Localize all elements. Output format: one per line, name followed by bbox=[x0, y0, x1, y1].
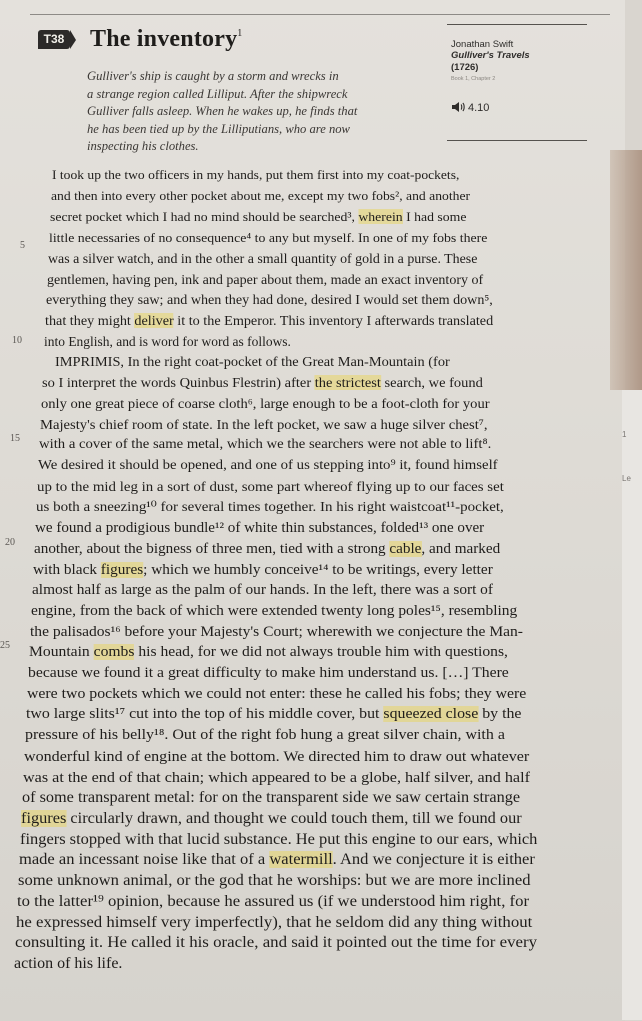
text-line: two large slits¹⁷ cut into the top of his middle cover, but squeezed close by the bbox=[26, 706, 522, 723]
highlight-mark: cable bbox=[389, 540, 422, 557]
text-line: Majesty's chief room of state. In the left pocket, we saw a huge silver chest⁷, bbox=[40, 416, 488, 432]
text-line: figures circularly drawn, and thought we could touch them, till we found our bbox=[21, 810, 522, 828]
source-chapter: Book 1, Chapter 2 bbox=[451, 76, 496, 82]
highlight-mark: figures bbox=[100, 561, 144, 578]
text-line: up to the mid leg in a sort of dust, some part whereof flying up to our faces set bbox=[37, 478, 504, 495]
intro-line: inspecting his clothes. bbox=[87, 139, 199, 154]
audio-track-number: 4.10 bbox=[468, 102, 490, 114]
title-text: The inventory bbox=[90, 26, 238, 52]
margin-mark: Le bbox=[622, 474, 631, 483]
text-line: action of his life. bbox=[14, 955, 123, 972]
text-line: into English, and is word for word as follows. bbox=[44, 333, 291, 349]
text-line: was at the end of that chain; which appeared to be a globe, half silver, and half bbox=[23, 768, 530, 786]
text-line: the palisados¹⁶ before your Majesty's Court; wherewith we conjecture the Man- bbox=[30, 623, 523, 640]
text-line: with black figures; which we humbly conceive¹⁴ to be writings, every letter bbox=[33, 561, 493, 578]
text-line: some unknown animal, or the god that he worships: but we are more inclined bbox=[18, 872, 531, 890]
text-line: that they might deliver it to the Emperor. This inventory I afterwards translated bbox=[45, 312, 494, 328]
line-number: 25 bbox=[0, 640, 10, 651]
text-line: of some transparent metal: for on the transparent side we saw certain strange bbox=[22, 789, 521, 807]
intro-line: a strange region called Lilliput. After the shipwreck bbox=[87, 86, 348, 101]
highlight-mark: deliver bbox=[134, 312, 174, 328]
title-footnote-mark: 1 bbox=[237, 28, 243, 39]
highlight-mark: watermill bbox=[269, 851, 333, 869]
line-number: 10 bbox=[12, 335, 22, 346]
text-line: with a cover of the same metal, which we the searchers were not able to lift⁸. bbox=[39, 437, 492, 453]
text-line: us both a sneezing¹⁰ for several times together. In his right waistcoat¹¹-pocket, bbox=[36, 499, 504, 516]
facing-page-margin bbox=[622, 390, 642, 1020]
line-number: 15 bbox=[10, 433, 20, 444]
highlight-mark: squeezed close bbox=[383, 706, 479, 723]
text-line: Mountain combs his head, for we did not always trouble him with questions, bbox=[29, 644, 508, 661]
text-line: was a silver watch, and in the other a small quantity of gold in a purse. These bbox=[48, 250, 478, 266]
section-badge: T38 bbox=[38, 30, 70, 49]
margin-mark: 1 bbox=[622, 430, 627, 439]
text-line: everything they saw; and when they had done, desired I would set them down⁵, bbox=[46, 292, 493, 308]
highlight-mark: combs bbox=[93, 644, 135, 661]
text-line: We desired it should be opened, and one of us stepping into⁹ it, found himself bbox=[38, 457, 498, 473]
text-line: almost half as large as the palm of our hands. In the left, there was a sort of bbox=[32, 582, 493, 599]
highlight-mark: wherein bbox=[358, 209, 403, 225]
source-author: Jonathan Swift bbox=[451, 39, 514, 50]
text-line: we found a prodigious bundle¹² of white thin substances, folded¹³ one over bbox=[35, 520, 485, 537]
facing-page-edge bbox=[610, 150, 642, 390]
source-book: Gulliver's Travels bbox=[451, 50, 530, 61]
text-line: little necessaries of no consequence⁴ to any but myself. In one of my fobs there bbox=[49, 230, 488, 246]
text-line: were two pockets which we could not enter: these he called his fobs; they were bbox=[27, 685, 527, 702]
text-line: consulting it. He called it his oracle, and said it pointed out the time for every bbox=[15, 934, 538, 952]
intro-line: Gulliver's ship is caught by a storm and wrecks in bbox=[87, 69, 339, 83]
highlight-mark: the strictest bbox=[314, 375, 381, 391]
text-line: another, about the bigness of three men, tied with a strong cable, and marked bbox=[34, 540, 501, 557]
intro-line: Gulliver falls asleep. When he wakes up, he finds that bbox=[87, 104, 358, 119]
text-line: engine, from the back of which were extended twenty long poles¹⁵, resembling bbox=[31, 602, 518, 619]
line-number: 20 bbox=[5, 537, 15, 548]
text-line: fingers stopped with that lucid substance. He put this engine to our ears, which bbox=[20, 830, 538, 848]
source-year: (1726) bbox=[451, 62, 479, 73]
line-number: 5 bbox=[20, 240, 25, 251]
intro-line: he has been tied up by the Lilliputians, who are now bbox=[87, 121, 350, 136]
text-line: wonderful kind of engine at the bottom. We directed him to draw out whatever bbox=[24, 747, 530, 765]
text-line: only one great piece of coarse cloth⁶, large enough to be a foot-cloth for your bbox=[41, 395, 490, 411]
text-line: I took up the two officers in my hands, put them first into my coat-pockets, bbox=[52, 168, 460, 182]
text-line: because we found it a great difficulty to make him understand us. […] There bbox=[28, 665, 509, 682]
text-line: and then into every other pocket about me, except my two fobs², and another bbox=[51, 188, 471, 203]
text-line: he expressed himself very imperfectly), that he seldom did any thing without bbox=[16, 913, 533, 931]
text-line: to the latter¹⁹ opinion, because he assured us (if we understood him right, for bbox=[17, 892, 530, 910]
text-line: gentlemen, having pen, ink and paper about them, made an exact inventory of bbox=[47, 271, 484, 287]
text-line: pressure of his belly¹⁸. Out of the right fob hung a great silver chain, with a bbox=[25, 727, 505, 744]
text-line: made an incessant noise like that of a watermill. And we conjecture it is either bbox=[19, 851, 535, 869]
text-line: so I interpret the words Quinbus Flestrin) after the strictest search, we found bbox=[42, 375, 483, 391]
text-line: IMPRIMIS, In the right coat-pocket of the Great Man-Mountain (for bbox=[55, 354, 450, 370]
highlight-mark: figures bbox=[21, 810, 67, 828]
text-line: secret pocket which I had no mind should be searched³, wherein I had some bbox=[50, 209, 467, 225]
